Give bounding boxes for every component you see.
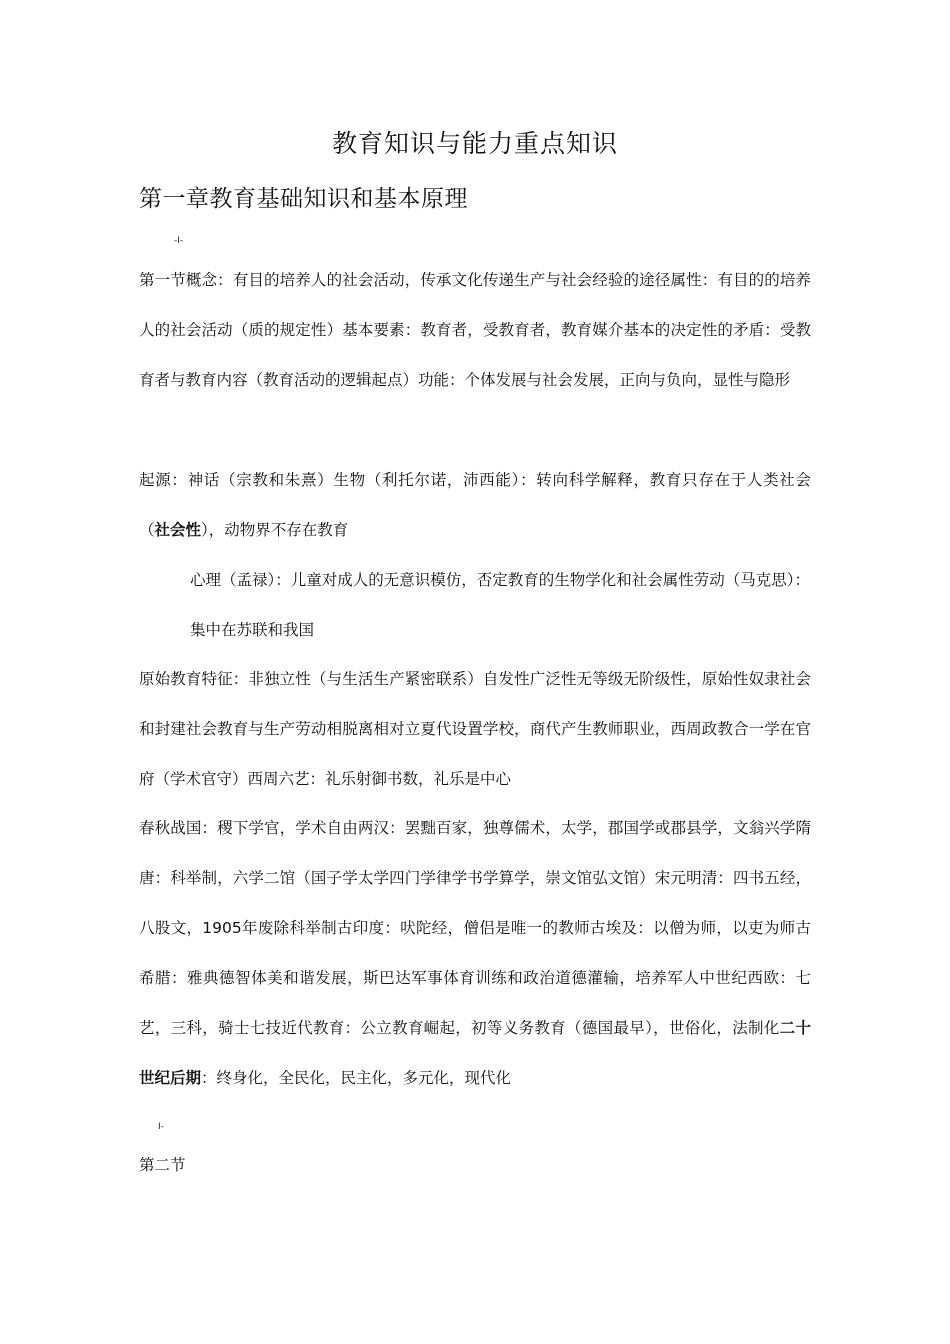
list-marker: -I- — [174, 236, 184, 246]
paragraph-history — [139, 803, 811, 1103]
section-heading: 第二节 — [139, 1156, 186, 1174]
list-marker: I- — [158, 1122, 164, 1132]
paragraph-psychology: 心理（孟禄）：儿童对成人的无意识模仿，否定教育的生物学化和社会属性劳动（马克思）：集中在苏联和我国 — [190, 571, 811, 639]
chapter-heading: 第一章教育基础知识和基本原理 — [139, 186, 468, 212]
document-title: 教育知识与能力重点知识 — [331, 129, 618, 158]
paragraph-history-text: 春秋战国：稷下学官，学术自由两汉：罢黜百家，独尊儒术，太学，郡国学或郡县学，文翁兴学隋唐：科举制，六学二馆（国子学太学四门学律学书学算学，崇文馆弘文馆）宋元明清：四书五经，八股文，1905年废除科举制古印度：吠陀经，僧侣是唯一的教师古埃及：以僧为师，以吏为师古希腊：雅典德智体美和谐发展，斯巴达军事体育训练和政治道德灌输，培养军人中世纪西欧：七艺，三科，骑士七技近代教育：公立教育崛起，初等义务教育（德国最早），世俗化，法制化 — [139, 819, 811, 1037]
paragraph-origin-tail: ），动物界不存在教育 — [201, 521, 349, 539]
paragraph-origin-text: 起源：神话（宗教和朱熹）生物（利托尔诺，沛西能）：转向科学解释，教育只存在于人类社会（ — [139, 471, 811, 539]
paragraph-concept: 第一节概念：有目的培养人的社会活动，传承文化传递生产与社会经验的途径属性：有目的的培养人的社会活动（质的规定性）基本要素：教育者，受教育者，教育媒介基本的决定性的矛盾：受教育者与教育内容（教育活动的逻辑起点）功能：个体发展与社会发展，正向与负向，显性与隐形 — [139, 271, 811, 389]
paragraph-history-tail: ：终身化，全民化，民主化，多元化，现代化 — [201, 1069, 512, 1087]
paragraph-primitive-education: 原始教育特征：非独立性（与生活生产紧密联系）自发性广泛性无等级无阶级性，原始性奴隶社会和封建社会教育与生产劳动相脱离相对立夏代设置学校，商代产生教师职业，西周政教合一学在官府（学术官守）西周六艺：礼乐射御书数，礼乐是中心 — [139, 670, 811, 788]
paragraph-history-bold: 二十世纪后期 — [139, 1019, 811, 1087]
paragraph-origin — [139, 455, 811, 555]
paragraph-origin-bold: 社会性 — [154, 521, 202, 539]
